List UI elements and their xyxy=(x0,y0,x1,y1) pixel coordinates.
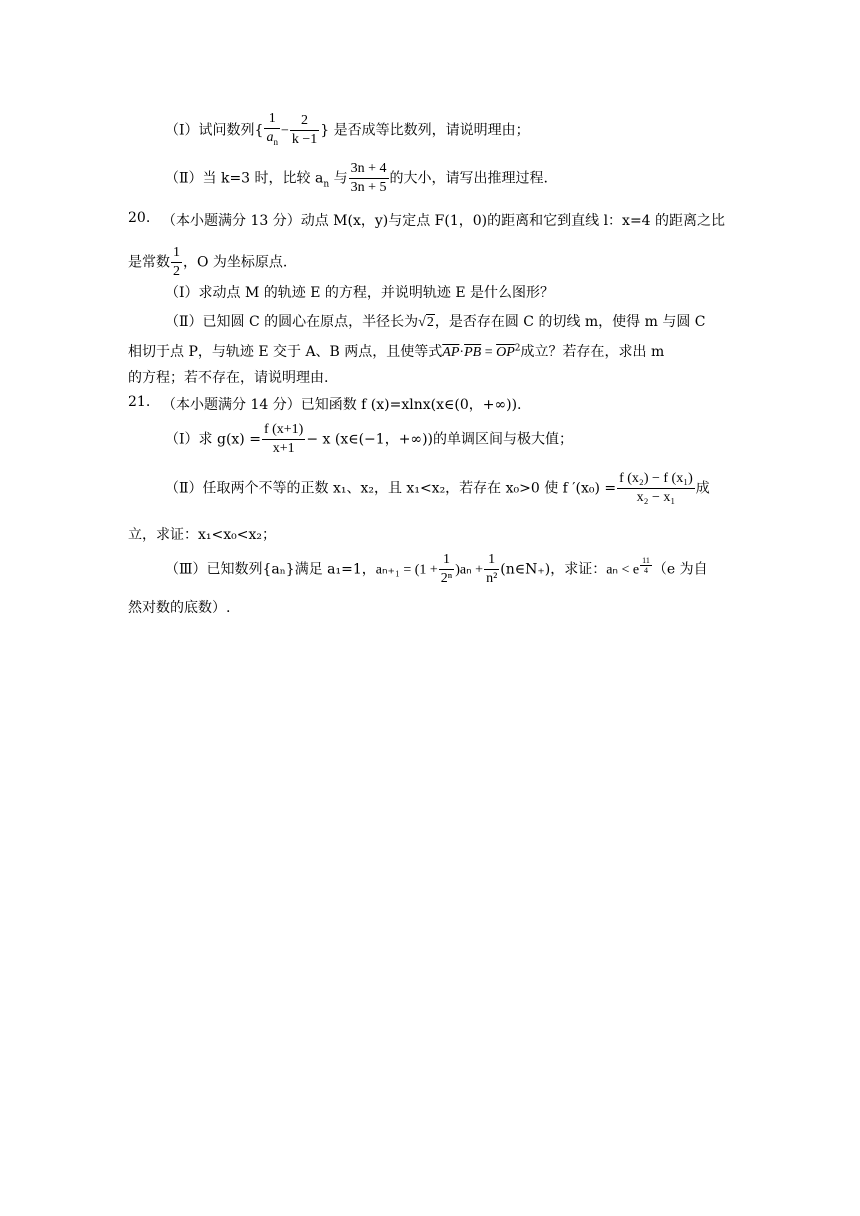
q21-line5: 然对数的底数）. xyxy=(128,600,231,616)
q21-exp-num: 11 xyxy=(642,555,650,565)
q20-frac-den: 2 xyxy=(173,264,180,279)
q19-frac1-num: 1 xyxy=(264,110,280,129)
q21-part3 xyxy=(165,551,708,588)
q20-number: 20. xyxy=(128,210,151,226)
q19-frac3 xyxy=(349,160,389,197)
q21-part2-a: （Ⅱ）任取两个不等的正数 x₁、x₂，且 x₁<x₂，若存在 x₀>0 使 f ′(x₀) = xyxy=(165,480,617,497)
q21-frac-den: x+1 xyxy=(272,441,295,456)
q21-number: 21. xyxy=(128,394,151,410)
q20-line4-a: 相切于点 P，与轨迹 E 交于 A、B 两点，且使等式 xyxy=(128,344,443,360)
q21-part1 xyxy=(165,421,573,458)
q19-frac1-den-sub: n xyxy=(273,136,278,147)
q19-part1-prefix: （Ⅰ）试问数列{ xyxy=(165,122,264,139)
q20-frac xyxy=(171,244,182,281)
q19-frac3-num: 3n + 4 xyxy=(349,160,389,179)
q20-line2 xyxy=(128,244,287,281)
q19-frac2 xyxy=(290,112,319,149)
q20-line2-suffix: ，O 为坐标原点. xyxy=(183,254,288,271)
q20-line4-b: 成立？若存在，求出 m xyxy=(520,344,665,360)
q19-part2 xyxy=(165,160,548,197)
q21-part3-b: (n∈N₊)，求证： xyxy=(500,561,607,578)
q21-seq-mid: )aₙ + xyxy=(455,562,484,578)
q20-vec-ap: $\overline{AP}$ xyxy=(442,345,460,360)
q19-part1 xyxy=(165,110,530,151)
q21-part2-b: 成 xyxy=(695,480,710,497)
q19-part2-sub: n xyxy=(323,179,330,190)
q20-line4 xyxy=(128,341,664,361)
q21-seq-lhs: aₙ₊₁ = (1 + xyxy=(375,562,438,578)
q20-dot: · xyxy=(459,345,465,360)
q21-seq-frac2-num: 1 xyxy=(484,551,499,570)
q20-vec-pb: $\overline{PB}$ xyxy=(464,345,482,360)
q20-part1: （Ⅰ）求动点 M 的轨迹 E 的方程，并说明轨迹 E 是什么图形？ xyxy=(165,285,555,301)
q20-sq: 2 xyxy=(514,343,521,354)
q21-frac2-num: f (x₂) − f (x₁) xyxy=(617,470,695,489)
q20-part2-a: （Ⅱ）已知圆 C 的圆心在原点，半径长为 xyxy=(165,314,419,330)
q19-part1-suffix: } 是否成等比数列，请说明理由； xyxy=(320,122,530,139)
q21-seq-frac1-den: 2ⁿ xyxy=(440,571,453,586)
q20-frac-num: 1 xyxy=(171,244,182,263)
q19-frac2-den: k −1 xyxy=(291,131,318,147)
q21-part2 xyxy=(165,470,710,507)
q19-part2-mid: 与 xyxy=(329,170,348,187)
q21-seq-frac1-num: 1 xyxy=(439,551,454,570)
q19-minus: − xyxy=(280,123,289,139)
q21-frac2-den: x₂ − x₁ xyxy=(636,490,676,505)
q21-seq-frac2-den: n² xyxy=(486,571,498,586)
q19-frac3-den: 3n + 5 xyxy=(350,180,387,195)
q19-frac1 xyxy=(264,110,280,151)
q21-frac xyxy=(262,421,305,458)
q21-part1-b: − x (x∈(−1，+∞))的单调区间与极大值； xyxy=(306,431,574,448)
q19-frac1-den: a xyxy=(266,130,274,145)
q21-exp-frac xyxy=(640,556,652,575)
q20-sqrt-val: 2 xyxy=(426,315,434,330)
q19-part2-prefix: （Ⅱ）当 k=3 时，比较 a xyxy=(165,170,324,187)
q20-part2-b: ，是否存在圆 C 的切线 m，使得 m 与圆 C xyxy=(434,314,706,330)
q19-frac2-num: 2 xyxy=(290,112,319,131)
q20-vec-op: $\overline{OP}$ xyxy=(496,345,515,360)
q21-part3-c: （e 为自 xyxy=(652,561,708,578)
q20-eq: = xyxy=(481,345,497,360)
q20-sqrt: √2 xyxy=(418,315,434,330)
q21-frac-num: f (x+1) xyxy=(262,421,305,440)
q21-seq-frac1 xyxy=(439,551,454,588)
q21-seq-frac2 xyxy=(484,551,499,588)
q21-part3-a: （Ⅲ）已知数列{aₙ}满足 a₁=1， xyxy=(165,561,376,578)
q19-part2-suffix: 的大小，请写出推理过程. xyxy=(389,170,548,187)
q21-part1-a: （Ⅰ）求 g(x) = xyxy=(165,431,261,448)
q21-exp-den: 4 xyxy=(643,565,648,575)
q20-line5: 的方程；若不存在，请说明理由. xyxy=(128,370,329,386)
q21-ineq: aₙ < e xyxy=(606,562,640,578)
q21-line1: （本小题满分 14 分）已知函数 f (x)=xlnx(x∈(0，+∞)). xyxy=(162,397,522,413)
q20-line1: （本小题满分 13 分）动点 M(x，y)与定点 F(1，0)的距离和它到直线 l：x=4 的距离之比 xyxy=(162,213,726,229)
q21-line3: 立，求证：x₁<x₀<x₂； xyxy=(128,527,276,543)
q20-part2 xyxy=(165,311,706,331)
q20-line2-prefix: 是常数 xyxy=(128,254,170,271)
q21-frac2 xyxy=(617,470,695,507)
